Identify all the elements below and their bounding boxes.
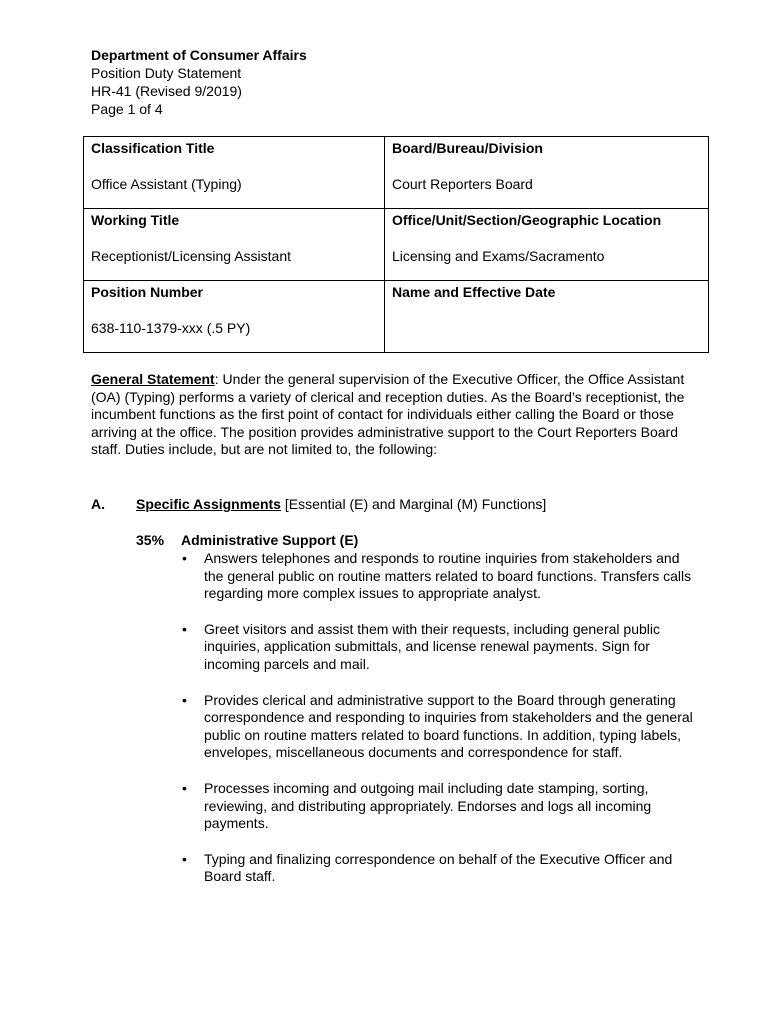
section-subtitle: [Essential (E) and Marginal (M) Functions] bbox=[280, 496, 547, 512]
list-item bbox=[180, 692, 700, 762]
table-row bbox=[84, 209, 709, 281]
duty-list bbox=[180, 550, 700, 904]
general-statement-text: : Under the general supervision of the Executive Officer, the Office Assistant (OA) (Typing) performs a variety of clerical and reception duties. As the Board’s receptionist, the incumbent functions as the first point of contact for individuals either calling the Board or those arriving at the office. The position provides administrative support to the Court Reporters Board staff. Duties include, but are not limited to, the following: bbox=[91, 371, 685, 458]
general-statement bbox=[91, 371, 691, 459]
position-number-value: 638-110-1379-xxx (.5 PY) bbox=[91, 320, 251, 336]
list-item-text: Provides clerical and administrative support to the Board through generating correspondence and responding to inquiries from stakeholders and the general public on routine matters related to board functions. In addition, typing labels, envelopes, miscellaneous documents and correspondence for staff. bbox=[204, 691, 693, 761]
bullet-icon: • bbox=[182, 620, 187, 637]
table-cell bbox=[84, 209, 385, 281]
table-cell bbox=[385, 209, 709, 281]
department-name: Department of Consumer Affairs bbox=[91, 47, 307, 63]
bullet-icon: • bbox=[182, 850, 187, 867]
section-a-heading bbox=[91, 495, 546, 513]
table-cell bbox=[385, 281, 709, 353]
page-number: Page 1 of 4 bbox=[91, 101, 163, 117]
table-row bbox=[84, 137, 709, 209]
list-item-text: Greet visitors and assist them with their requests, including general public inquiries, application submittals, and license renewal payments. Sign for incoming parcels and mail. bbox=[204, 620, 660, 672]
table-row bbox=[84, 281, 709, 353]
list-item bbox=[180, 851, 700, 886]
form-number: HR-41 (Revised 9/2019) bbox=[91, 83, 242, 99]
bullet-icon: • bbox=[182, 779, 187, 796]
board-division-value: Court Reporters Board bbox=[392, 176, 533, 192]
general-statement-label: General Statement bbox=[91, 371, 215, 387]
list-item-text: Processes incoming and outgoing mail including date stamping, sorting, reviewing, and distributing appropriately. Endorses and logs all incoming payments. bbox=[204, 779, 652, 832]
duty-title: Administrative Support (E) bbox=[181, 532, 359, 548]
table-cell bbox=[84, 137, 385, 209]
section-title: Specific Assignments bbox=[136, 496, 281, 512]
classification-title-value: Office Assistant (Typing) bbox=[91, 176, 242, 192]
working-title-label: Working Title bbox=[91, 212, 180, 228]
name-effective-date-label: Name and Effective Date bbox=[392, 284, 556, 300]
position-number-label: Position Number bbox=[91, 284, 204, 300]
list-item bbox=[180, 550, 700, 603]
board-division-label: Board/Bureau/Division bbox=[392, 140, 543, 156]
position-info-table bbox=[83, 136, 709, 353]
location-value: Licensing and Exams/Sacramento bbox=[392, 248, 605, 264]
list-item bbox=[180, 780, 700, 833]
table-cell bbox=[385, 137, 709, 209]
list-item-text: Answers telephones and responds to routine inquiries from stakeholders and the general public on routine matters related to board functions. Transfers calls regarding more complex issues to appropriate analyst. bbox=[204, 550, 692, 602]
duty-heading bbox=[136, 531, 358, 549]
location-label: Office/Unit/Section/Geographic Location bbox=[392, 212, 662, 228]
duty-percent: 35% bbox=[136, 532, 165, 548]
classification-title-label: Classification Title bbox=[91, 140, 215, 156]
list-item-text: Typing and finalizing correspondence on behalf of the Executive Officer and Board staff. bbox=[204, 850, 673, 885]
working-title-value: Receptionist/Licensing Assistant bbox=[91, 248, 291, 264]
bullet-icon: • bbox=[182, 691, 187, 708]
section-letter: A. bbox=[91, 496, 105, 512]
document-type: Position Duty Statement bbox=[91, 65, 242, 81]
bullet-icon: • bbox=[182, 550, 187, 566]
document-header bbox=[91, 46, 307, 118]
list-item bbox=[180, 621, 700, 674]
table-cell bbox=[84, 281, 385, 353]
